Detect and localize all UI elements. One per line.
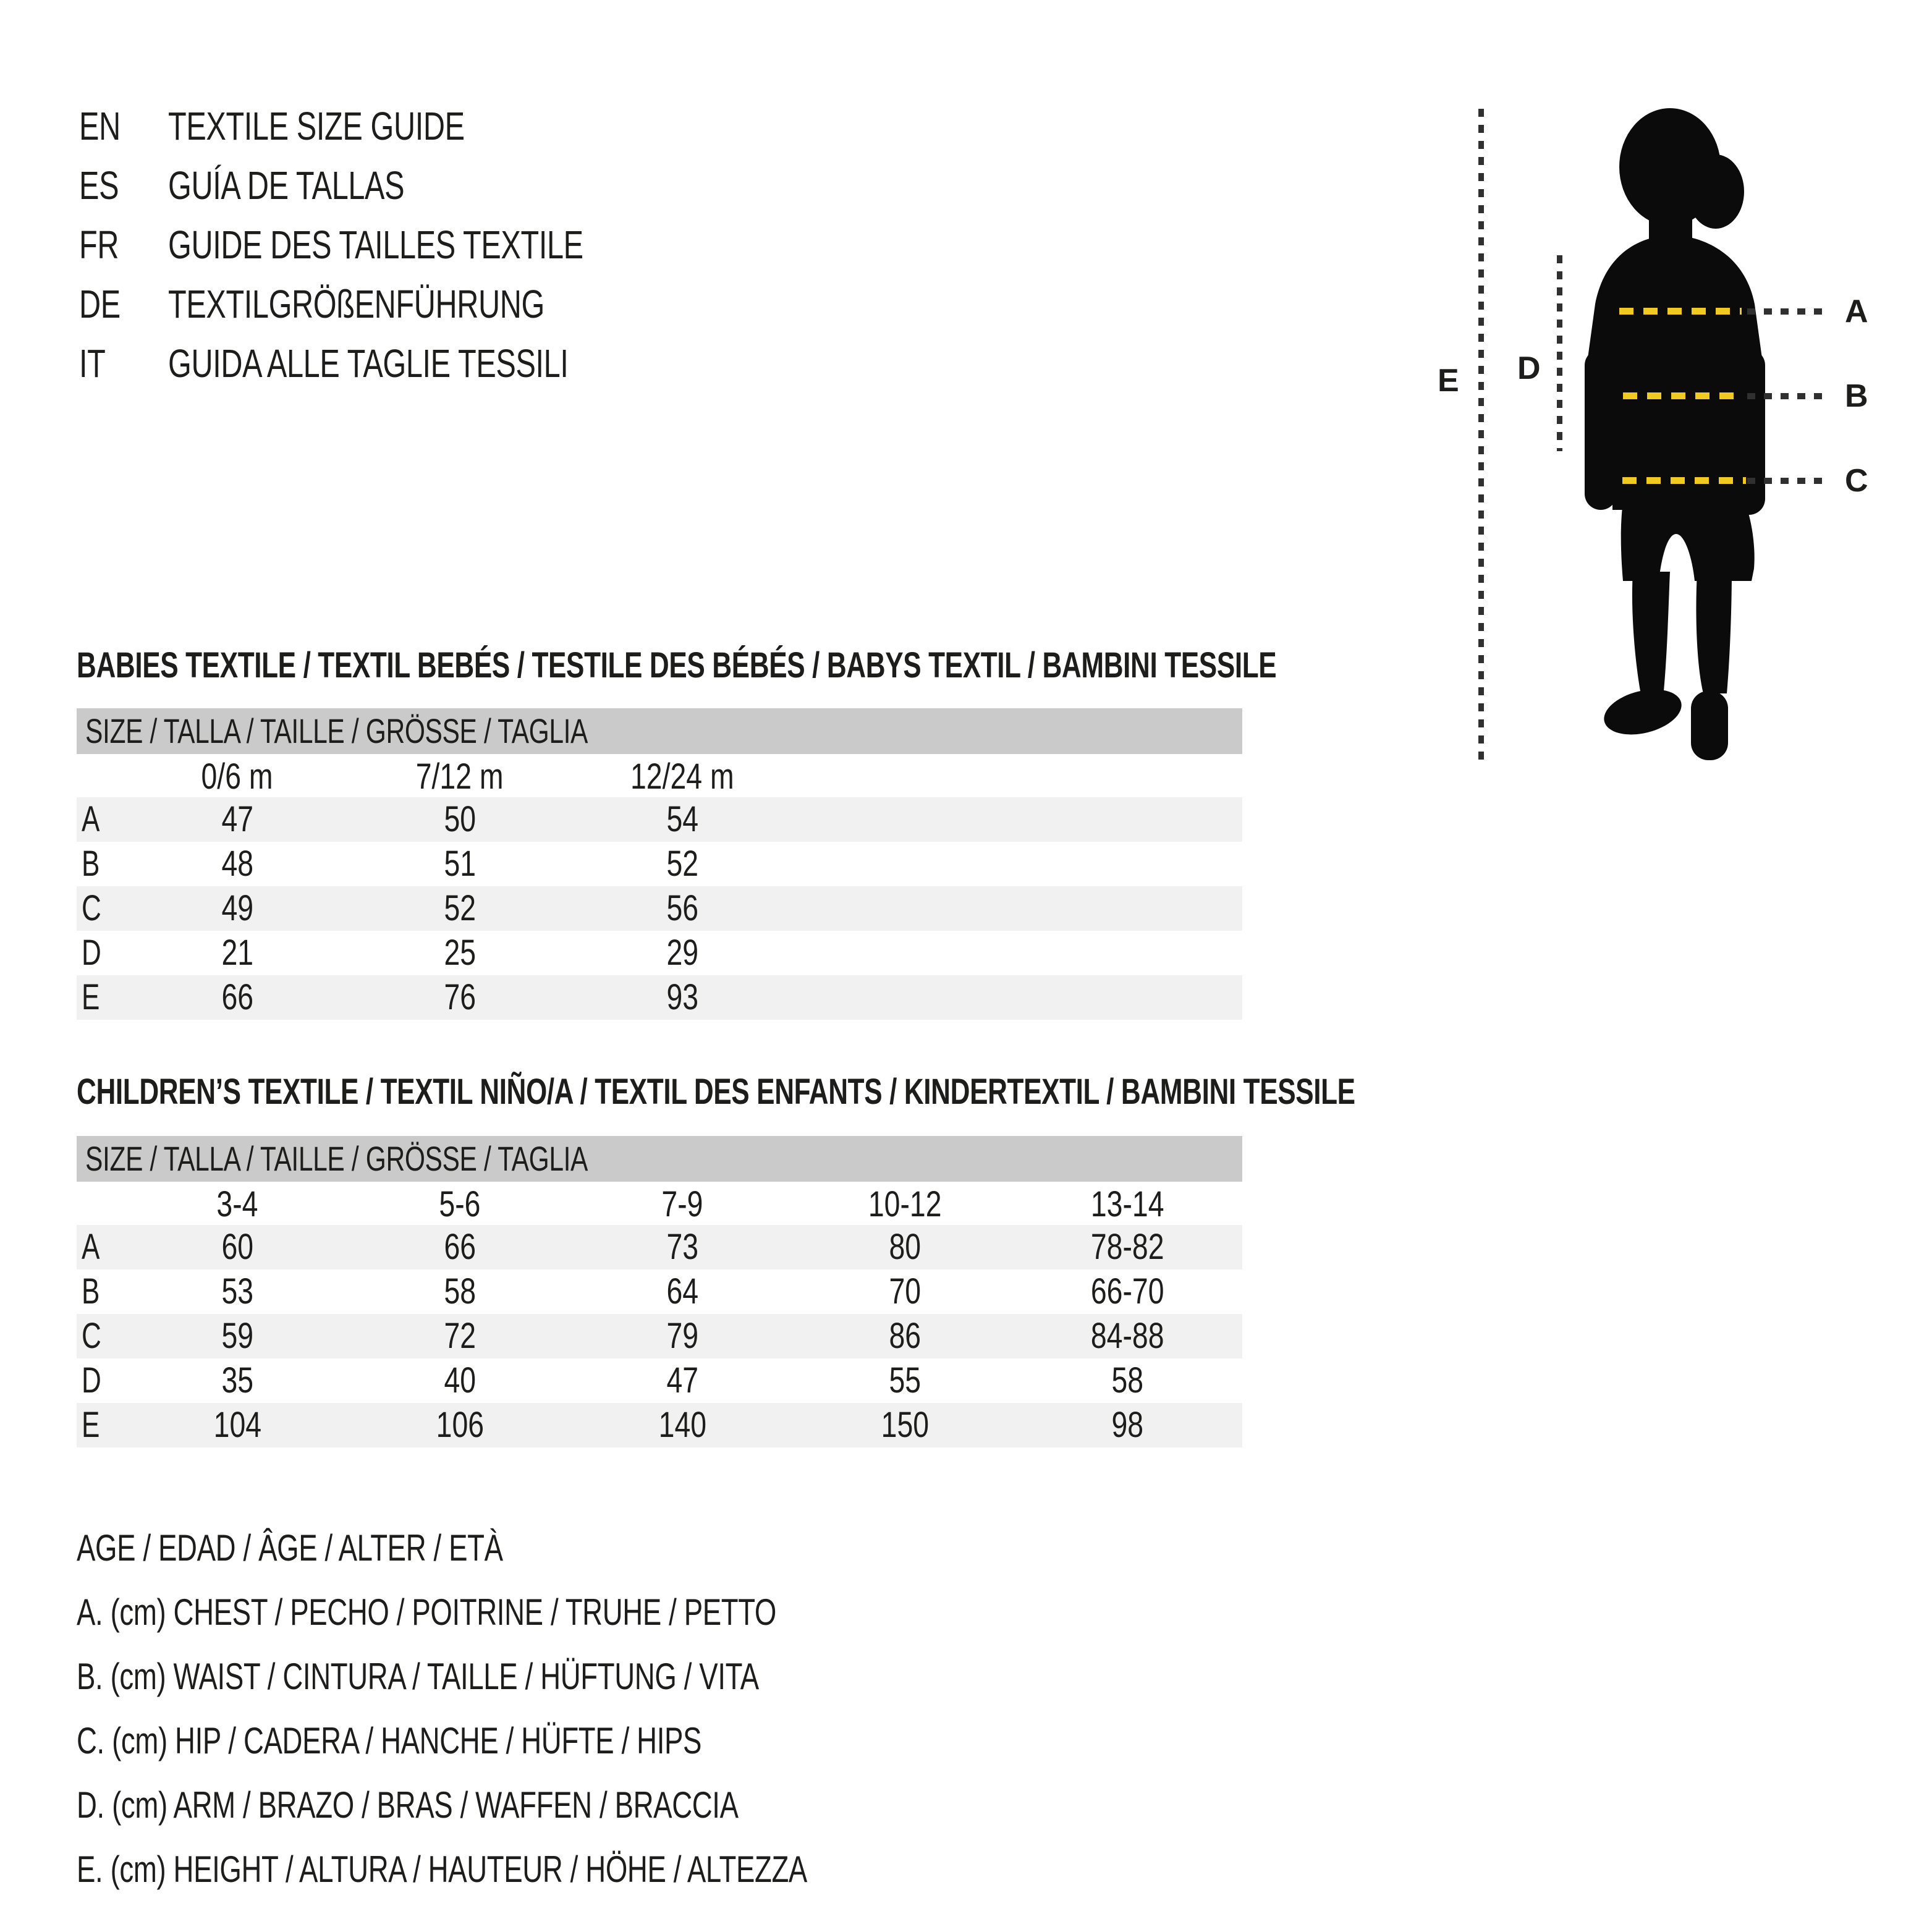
- table-cell: 47: [221, 799, 253, 839]
- babies-column-header-row: [77, 755, 1242, 799]
- language-code: IT: [79, 341, 106, 386]
- table-cell: 54: [666, 799, 698, 839]
- table-cell: 47: [666, 1360, 698, 1400]
- chest-measure-line: [1619, 308, 1742, 315]
- table-cell: 79: [666, 1316, 698, 1356]
- table-cell: 93: [666, 977, 698, 1017]
- language-code: FR: [79, 222, 119, 267]
- table-cell: 66-70: [1090, 1271, 1164, 1311]
- waist-leader-line: [1747, 393, 1823, 399]
- table-cell: 25: [444, 933, 476, 973]
- table-row: [77, 842, 1242, 886]
- legend-age-line: AGE / EDAD / ÂGE / ALTER / ETÀ: [77, 1527, 503, 1569]
- babies-column-header: 0/6 m: [201, 756, 274, 797]
- language-row-es: [77, 156, 942, 215]
- table-cell: 140: [658, 1405, 706, 1445]
- language-row-en: [77, 96, 942, 156]
- table-cell: 66: [221, 977, 253, 1017]
- table-cell: 58: [444, 1271, 476, 1311]
- row-label: E: [82, 977, 100, 1017]
- table-row: [77, 975, 1242, 1020]
- figure-label-chest: A: [1845, 294, 1868, 329]
- table-cell: 84-88: [1090, 1316, 1164, 1356]
- children-column-header: 7-9: [661, 1184, 703, 1224]
- measurement-figure: [1428, 99, 1932, 791]
- waist-measure-line: [1623, 392, 1739, 399]
- language-code: DE: [79, 282, 121, 326]
- arm-measure-line: [1557, 255, 1562, 451]
- children-column-header: 3-4: [216, 1184, 258, 1224]
- table-row: [77, 1403, 1242, 1447]
- table-cell: 35: [221, 1360, 253, 1400]
- table-row: [77, 886, 1242, 931]
- table-cell: 50: [444, 799, 476, 839]
- table-cell: 76: [444, 977, 476, 1017]
- table-cell: 55: [889, 1360, 921, 1400]
- empty-corner-cell: [77, 1183, 126, 1226]
- babies-table-title: [77, 644, 1655, 687]
- children-column-header: 5-6: [439, 1184, 481, 1224]
- guide-title-fr: GUIDE DES TAILLES TEXTILE: [168, 222, 583, 267]
- table-cell: 51: [444, 844, 476, 884]
- language-title-list: [77, 96, 942, 393]
- children-column-header: 13-14: [1090, 1184, 1164, 1224]
- guide-title-it: GUIDA ALLE TAGLIE TESSILI: [168, 341, 569, 386]
- table-cell: 53: [221, 1271, 253, 1311]
- table-cell: 64: [666, 1271, 698, 1311]
- table-cell: 78-82: [1090, 1227, 1164, 1267]
- table-cell: 52: [666, 844, 698, 884]
- legend-arm-line: D. (cm) ARM / BRAZO / BRAS / WAFFEN / BRACCIA: [77, 1784, 739, 1826]
- table-cell: 49: [221, 888, 253, 928]
- table-cell: 104: [213, 1405, 261, 1445]
- table-cell: 73: [666, 1227, 698, 1267]
- babies-column-header: 12/24 m: [630, 756, 734, 797]
- table-cell: 80: [889, 1227, 921, 1267]
- hip-measure-line: [1622, 477, 1746, 484]
- language-code: EN: [79, 104, 121, 148]
- hip-leader-line: [1747, 478, 1823, 484]
- row-label: A: [82, 799, 100, 839]
- children-size-header-text: SIZE / TALLA / TAILLE / GRÖSSE / TAGLIA: [85, 1139, 588, 1178]
- row-label: A: [82, 1227, 100, 1267]
- chest-leader-line: [1747, 308, 1823, 315]
- table-row: [77, 1225, 1242, 1269]
- table-cell: 86: [889, 1316, 921, 1356]
- measurement-legend: [77, 1516, 1127, 1902]
- table-row: [77, 1358, 1242, 1403]
- figure-label-height: E: [1438, 363, 1459, 399]
- table-cell: 59: [221, 1316, 253, 1356]
- figure-label-waist: B: [1845, 378, 1868, 414]
- babies-column-header: 7/12 m: [416, 756, 504, 797]
- table-cell: 70: [889, 1271, 921, 1311]
- row-label: B: [82, 844, 100, 884]
- figure-label-hip: C: [1845, 463, 1868, 499]
- table-row: [77, 1314, 1242, 1358]
- table-cell: 48: [221, 844, 253, 884]
- table-cell: 21: [221, 933, 253, 973]
- legend-hip-line: C. (cm) HIP / CADERA / HANCHE / HÜFTE / HIPS: [77, 1720, 702, 1761]
- guide-title-en: TEXTILE SIZE GUIDE: [168, 104, 465, 148]
- children-column-header: 10-12: [868, 1184, 942, 1224]
- guide-title-de: TEXTILGRÖßENFÜHRUNG: [168, 282, 544, 326]
- row-label: C: [82, 888, 101, 928]
- language-row-fr: [77, 215, 942, 274]
- table-row: [77, 931, 1242, 975]
- table-cell: 60: [221, 1227, 253, 1267]
- children-column-header-row: [77, 1183, 1242, 1226]
- table-cell: 150: [881, 1405, 929, 1445]
- table-cell: 106: [436, 1405, 484, 1445]
- row-label: C: [82, 1316, 101, 1356]
- table-cell: 98: [1111, 1405, 1143, 1445]
- children-table-title: [77, 1070, 1759, 1114]
- table-cell: 58: [1111, 1360, 1143, 1400]
- row-label: B: [82, 1271, 100, 1311]
- table-cell: 72: [444, 1316, 476, 1356]
- language-row-de: [77, 274, 942, 334]
- row-label: D: [82, 1360, 101, 1400]
- language-row-it: [77, 334, 942, 393]
- legend-waist-line: B. (cm) WAIST / CINTURA / TAILLE / HÜFTUNG / VITA: [77, 1656, 759, 1697]
- row-label: E: [82, 1405, 100, 1445]
- babies-size-header-text: SIZE / TALLA / TAILLE / GRÖSSE / TAGLIA: [85, 711, 588, 750]
- language-code: ES: [79, 163, 119, 208]
- table-row: [77, 1269, 1242, 1314]
- table-cell: 29: [666, 933, 698, 973]
- babies-table-title-text: BABIES TEXTILE / TEXTIL BEBÉS / TESTILE DES BÉBÉS / BABYS TEXTIL / BAMBINI TESSILE: [77, 645, 1277, 685]
- guide-title-es: GUÍA DE TALLAS: [168, 163, 405, 208]
- empty-corner-cell: [77, 755, 126, 799]
- table-cell: 52: [444, 888, 476, 928]
- table-cell: 56: [666, 888, 698, 928]
- table-cell: 66: [444, 1227, 476, 1267]
- legend-chest-line: A. (cm) CHEST / PECHO / POITRINE / TRUHE / PETTO: [77, 1591, 777, 1633]
- table-cell: 40: [444, 1360, 476, 1400]
- children-table-title-text: CHILDREN’S TEXTILE / TEXTIL NIÑO/A / TEXTIL DES ENFANTS / KINDERTEXTIL / BAMBINI TESSILE: [77, 1072, 1355, 1112]
- legend-height-line: E. (cm) HEIGHT / ALTURA / HAUTEUR / HÖHE / ALTEZZA: [77, 1849, 807, 1890]
- row-label: D: [82, 933, 101, 973]
- children-size-header-bar: [77, 1136, 1242, 1182]
- babies-size-header-bar: [77, 708, 1242, 754]
- table-row: [77, 797, 1242, 842]
- figure-label-arm: D: [1517, 350, 1541, 386]
